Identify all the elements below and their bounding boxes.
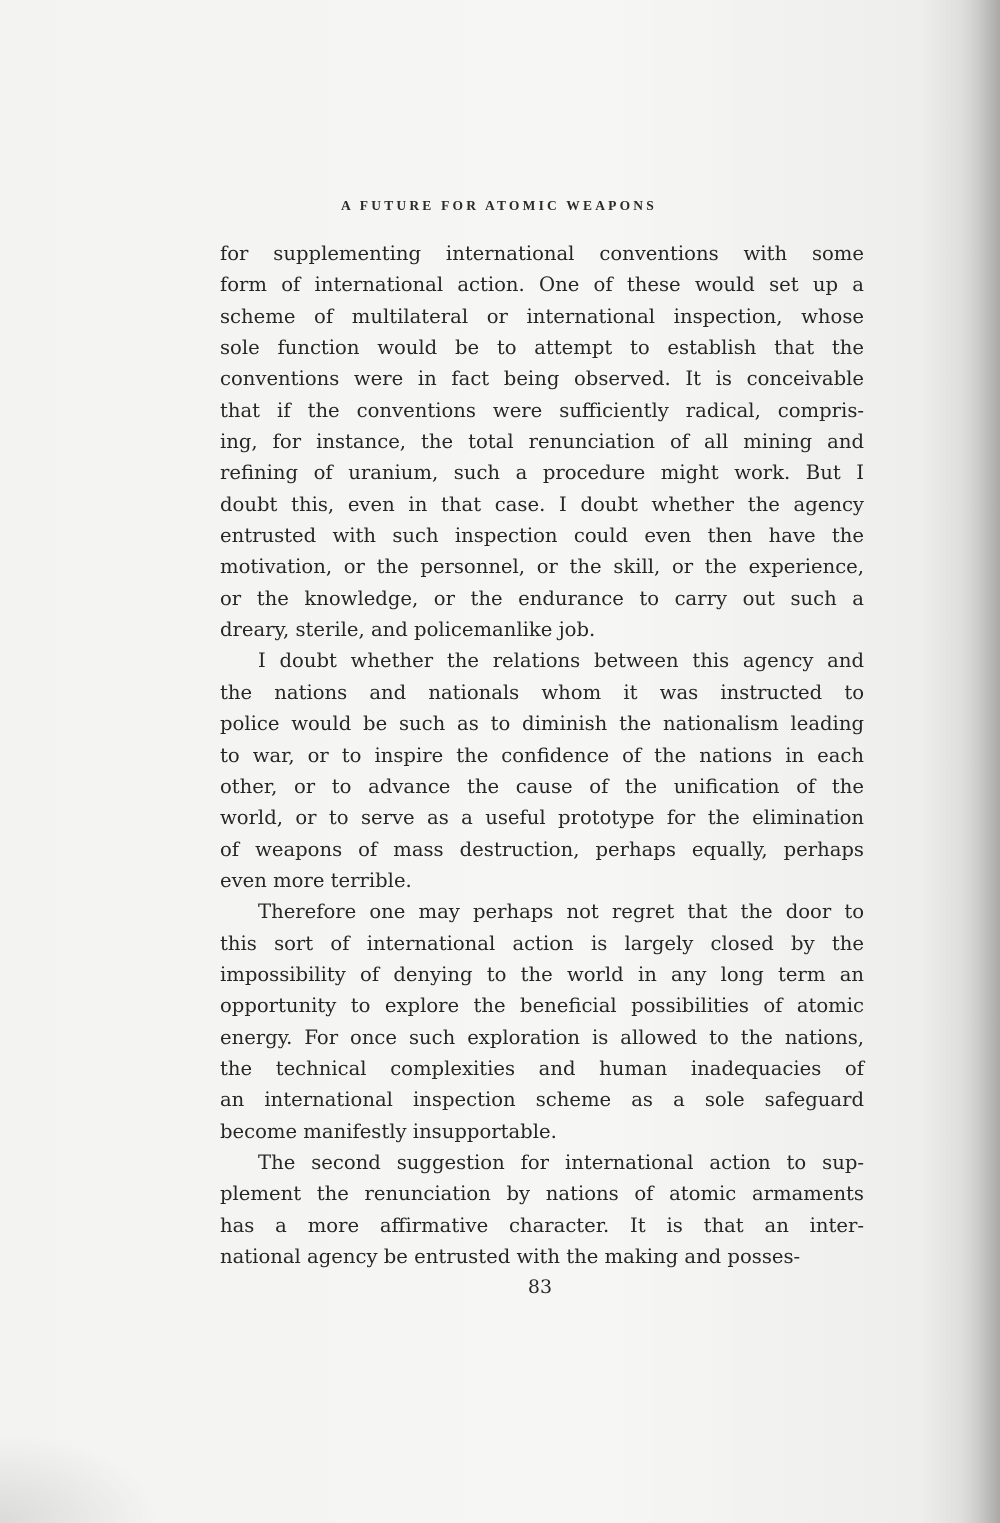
text-line: ing, for instance, the total renunciation of all mining and bbox=[220, 430, 864, 454]
text-line: or the knowledge, or the endurance to carry out such a bbox=[220, 586, 864, 610]
text-line: police would be such as to diminish the nationalism leading bbox=[220, 712, 864, 736]
text-line: of weapons of mass destruction, perhaps equally, perhaps bbox=[220, 837, 864, 861]
text-line: refining of uranium, such a procedure might work. But I bbox=[220, 461, 864, 485]
text-line: energy. For once such exploration is allowed to the nations, bbox=[220, 1025, 864, 1049]
text-line: this sort of international action is largely closed by the bbox=[220, 931, 864, 955]
text-line: an international inspection scheme as a sole safeguard bbox=[220, 1088, 864, 1112]
body-text bbox=[220, 238, 864, 1272]
paragraph-p2 bbox=[220, 645, 864, 896]
paragraph-p4 bbox=[220, 1147, 864, 1272]
text-line: national agency be entrusted with the making and posses- bbox=[220, 1245, 801, 1268]
text-line: impossibility of denying to the world in any long term an bbox=[220, 962, 864, 986]
text-line: opportunity to explore the beneficial possibilities of atomic bbox=[220, 994, 864, 1018]
text-line: world, or to serve as a useful prototype for the elimination bbox=[220, 806, 864, 830]
text-line: I doubt whether the relations between this agency and bbox=[258, 649, 864, 673]
text-line: conventions were in fact being observed. It is conceivable bbox=[220, 367, 864, 391]
paragraph-p3 bbox=[220, 896, 864, 1147]
text-line: doubt this, even in that case. I doubt whether the agency bbox=[220, 492, 864, 516]
text-line: that if the conventions were sufficiently radical, compris- bbox=[220, 398, 864, 422]
text-line: The second suggestion for international action to sup- bbox=[258, 1150, 864, 1174]
text-line: form of international action. One of these would set up a bbox=[220, 273, 864, 297]
text-line: other, or to advance the cause of the unification of the bbox=[220, 774, 864, 798]
corner-shadow bbox=[0, 1433, 160, 1523]
text-line: scheme of multilateral or international inspection, whose bbox=[220, 304, 864, 328]
text-line: sole function would be to attempt to establish that the bbox=[220, 336, 864, 360]
running-head: A FUTURE FOR ATOMIC WEAPONS bbox=[341, 198, 657, 213]
text-line: to war, or to inspire the confidence of the nations in each bbox=[220, 743, 864, 767]
text-line: for supplementing international conventions with some bbox=[220, 242, 864, 265]
text-line: even more terrible. bbox=[220, 868, 412, 892]
text-line: plement the renunciation by nations of atomic armaments bbox=[220, 1182, 864, 1206]
page-number: 83 bbox=[527, 1276, 553, 1298]
text-line: Therefore one may perhaps not regret that the door to bbox=[258, 900, 864, 924]
text-line: the nations and nationals whom it was instructed to bbox=[220, 680, 864, 704]
text-line: motivation, or the personnel, or the skill, or the experience, bbox=[220, 555, 864, 579]
text-line: has a more affirmative character. It is that an inter- bbox=[220, 1213, 864, 1237]
spine-shadow bbox=[960, 0, 1000, 1523]
text-line: dreary, sterile, and policemanlike job. bbox=[220, 618, 596, 642]
text-line: become manifestly insupportable. bbox=[220, 1119, 557, 1143]
text-line: the technical complexities and human inadequacies of bbox=[220, 1056, 864, 1080]
paragraph-p1 bbox=[220, 238, 864, 645]
text-line: entrusted with such inspection could even then have the bbox=[220, 524, 864, 548]
